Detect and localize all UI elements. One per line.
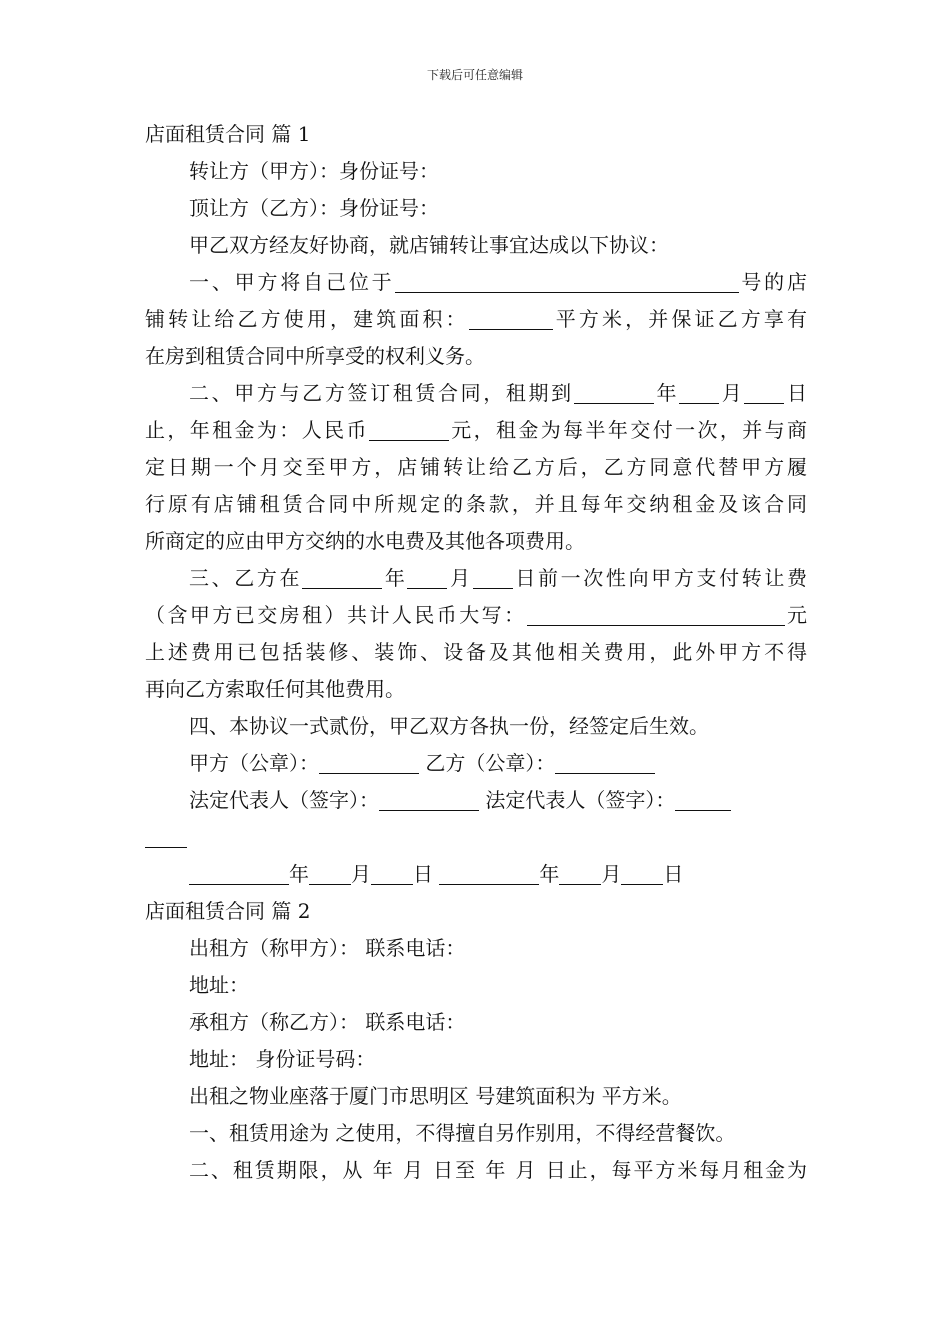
- text-run: 甲方（公章）：: [189, 751, 319, 775]
- text-run: 日前一次性向甲方支付转让费: [512, 566, 808, 590]
- blank-line: [395, 268, 739, 293]
- blank-line: [407, 564, 447, 589]
- text-run: 月: [447, 566, 473, 590]
- blank-line: [473, 564, 513, 589]
- paragraph-line: 承租方（称乙方）： 联系电话：: [189, 1010, 466, 1034]
- text-run: 三、乙方在: [189, 566, 303, 590]
- paragraph-line: 出租之物业座落于厦门市思明区 号建筑面积为 平方米。: [189, 1084, 682, 1108]
- blank-line: [555, 749, 655, 774]
- paragraph-line: 在房到租赁合同中所享受的权利义务。: [145, 344, 485, 368]
- paragraph-line: 出租方（称甲方）： 联系电话：: [189, 936, 466, 960]
- signature-line: [145, 745, 807, 782]
- blank-line: [574, 379, 654, 404]
- paragraph-line: [145, 412, 807, 449]
- text-run: 号的店: [738, 270, 807, 294]
- paragraph-line: 顶让方（乙方）：身份证号：: [189, 196, 439, 220]
- section-title-2: 店面租赁合同 篇 2: [145, 899, 311, 923]
- text-run: 年: [289, 862, 309, 886]
- text-run: 一、甲方将自己位于: [189, 270, 395, 294]
- paragraph-line: 四、本协议一式贰份，甲乙双方各执一份，经签定后生效。: [189, 714, 709, 738]
- document-body: [145, 116, 807, 1189]
- blank-line: [679, 379, 719, 404]
- blank-line: [302, 564, 382, 589]
- page-header: 下载后可任意编辑: [426, 68, 523, 82]
- text-run: 日: [784, 381, 808, 405]
- paragraph-line: 地址：: [189, 973, 249, 997]
- blank-line: [369, 416, 449, 441]
- section-title-1: 店面租赁合同 篇 1: [145, 122, 311, 146]
- text-run: 年: [539, 862, 560, 886]
- blank-line: [469, 305, 553, 330]
- text-run: 元，租金为每半年交付一次，并与商: [448, 418, 808, 442]
- text-run: 二、甲方与乙方签订租赁合同，租期到: [189, 381, 574, 405]
- paragraph-line: 定日期一个月交至甲方，店铺转让给乙方后，乙方同意代替甲方履: [145, 455, 807, 479]
- text-run: 铺转让给乙方使用，建筑面积：: [145, 307, 469, 331]
- paragraph-line: [145, 597, 807, 634]
- text-run: 法定代表人（签字）：: [485, 788, 676, 812]
- blank-line: [744, 379, 784, 404]
- paragraph-line: [145, 301, 807, 338]
- text-run: 日: [663, 862, 684, 886]
- paragraph-line: 甲乙双方经友好协商，就店铺转让事宜达成以下协议：: [189, 233, 669, 257]
- text-run: 乙方（公章）：: [425, 751, 556, 775]
- paragraph-line: 地址： 身份证号码：: [189, 1047, 376, 1071]
- blank-line: [621, 860, 663, 885]
- paragraph-line: 行原有店铺租赁合同中所规定的条款，并且每年交纳租金及该合同: [145, 492, 807, 516]
- text-run: 月: [601, 862, 622, 886]
- text-run: 月: [719, 381, 745, 405]
- paragraph-line: [145, 264, 807, 301]
- text-run: 止，年租金为：人民币: [145, 418, 369, 442]
- text-run: 元: [784, 603, 808, 627]
- text-run: 日: [413, 862, 433, 886]
- blank-line: [675, 786, 731, 811]
- text-run: 年: [382, 566, 408, 590]
- paragraph-line: 所商定的应由甲方交纳的水电费及其他各项费用。: [145, 529, 585, 553]
- paragraph-line: 上述费用已包括装修、装饰、设备及其他相关费用，此外甲方不得: [145, 640, 807, 664]
- text-run: 月: [351, 862, 371, 886]
- blank-line: [439, 860, 539, 885]
- paragraph-line: 一、租赁用途为 之使用，不得擅自另作别用，不得经营餐饮。: [189, 1121, 736, 1145]
- blank-line: [145, 823, 187, 848]
- text-run: 法定代表人（签字）：: [189, 788, 379, 812]
- signature-line-wrap: [145, 819, 807, 856]
- blank-line: [319, 749, 419, 774]
- blank-line: [309, 860, 351, 885]
- blank-line: [527, 601, 785, 626]
- blank-line: [379, 786, 479, 811]
- text-run: 平方米，并保证乙方享有: [552, 307, 808, 331]
- blank-line: [559, 860, 601, 885]
- date-line: [145, 856, 807, 893]
- paragraph-line: [145, 375, 807, 412]
- text-run: （含甲方已交房租）共计人民币大写：: [145, 603, 527, 627]
- signature-line: [145, 782, 807, 819]
- paragraph-line: 转让方（甲方）：身份证号：: [189, 159, 439, 183]
- blank-line: [371, 860, 413, 885]
- text-run: 年: [653, 381, 680, 405]
- paragraph-line: 再向乙方索取任何其他费用。: [145, 677, 405, 701]
- paragraph-line: 二、租赁期限，从 年 月 日至 年 月 日止，每平方米每月租金为: [189, 1158, 807, 1182]
- paragraph-line: [145, 560, 807, 597]
- blank-line: [189, 860, 289, 885]
